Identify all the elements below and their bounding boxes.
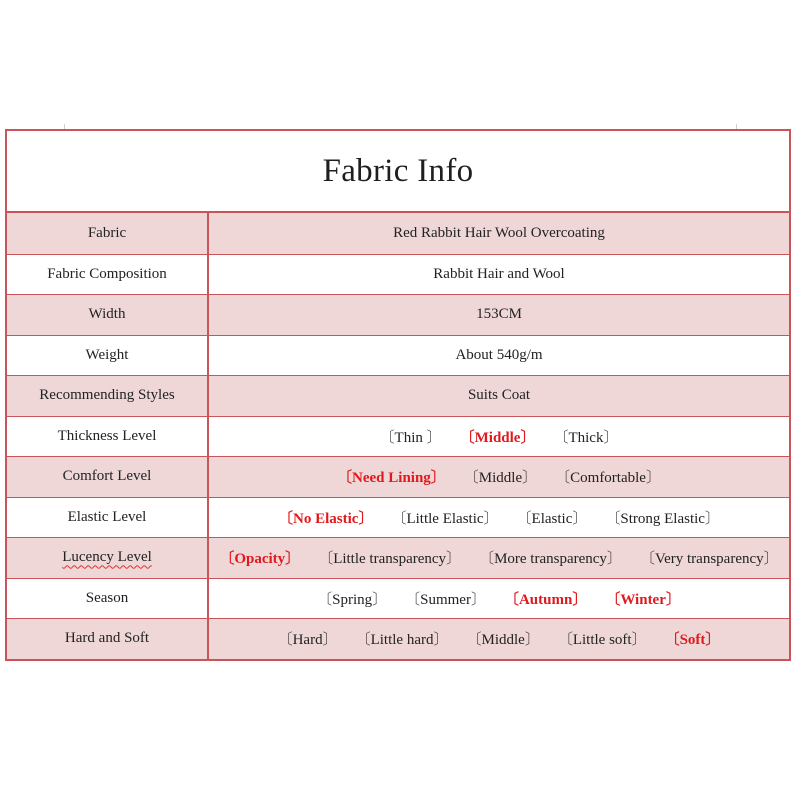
row-label <box>7 295 209 335</box>
row-label <box>7 579 209 619</box>
table-row <box>7 456 789 497</box>
row-value-text: Red Rabbit Hair Wool Overcoating <box>393 224 605 241</box>
option: 〔Comfortable〕 <box>555 470 661 487</box>
row-value <box>209 417 789 457</box>
table-row <box>7 254 789 295</box>
option: 〔More transparency〕 <box>479 551 622 568</box>
row-label <box>7 417 209 457</box>
row-label-text: Elastic Level <box>67 508 147 525</box>
option: 〔Middle〕 <box>463 470 538 487</box>
table-row <box>7 213 789 254</box>
option-selected: 〔Autumn〕 <box>503 591 588 608</box>
row-label-text: Fabric Composition <box>47 265 167 282</box>
row-label <box>7 498 209 538</box>
option-selected: 〔Winter〕 <box>605 591 681 608</box>
fabric-info-table <box>5 129 791 661</box>
row-value-text: Rabbit Hair and Wool <box>433 265 565 282</box>
row-label <box>7 538 209 578</box>
row-label <box>7 457 209 497</box>
option: 〔Middle〕 <box>466 632 540 649</box>
row-label <box>7 213 209 254</box>
row-label-text: Season <box>85 589 129 606</box>
table-row <box>7 618 789 659</box>
option: 〔Elastic〕 <box>516 510 588 527</box>
option: 〔Thin 〕 <box>379 429 442 446</box>
option: 〔Spring〕 <box>317 591 388 608</box>
table-row <box>7 537 789 578</box>
row-value <box>209 457 789 497</box>
row-label <box>7 336 209 376</box>
row-value-text: About 540g/m <box>455 346 543 363</box>
table-row <box>7 294 789 335</box>
option-selected: 〔Soft〕 <box>664 632 721 649</box>
row-label-text: Fabric <box>87 224 127 241</box>
row-label-text: Hard and Soft <box>64 630 150 647</box>
row-label-text: Width <box>88 306 126 323</box>
row-value-text: Suits Coat <box>467 387 531 404</box>
option: 〔Very transparency〕 <box>639 551 779 568</box>
row-label <box>7 255 209 295</box>
option-selected: 〔Need Lining〕 <box>337 470 446 487</box>
row-value <box>209 538 789 578</box>
option: 〔Thick〕 <box>553 429 619 446</box>
row-label-text: Thickness Level <box>57 427 157 444</box>
row-value <box>209 336 789 376</box>
row-label-text: Recommending Styles <box>39 387 175 404</box>
table-row <box>7 416 789 457</box>
option: 〔Little soft〕 <box>557 632 647 649</box>
row-value <box>209 376 789 416</box>
option: 〔Summer〕 <box>405 591 486 608</box>
option: 〔Little hard〕 <box>355 632 449 649</box>
option-selected: 〔Middle〕 <box>459 429 536 446</box>
row-value <box>209 255 789 295</box>
table-body <box>7 213 789 659</box>
row-label <box>7 376 209 416</box>
row-value <box>209 498 789 538</box>
option: 〔Little Elastic〕 <box>391 510 499 527</box>
option: 〔Hard〕 <box>277 632 338 649</box>
option-selected: 〔Opacity〕 <box>219 551 301 568</box>
row-value <box>209 295 789 335</box>
row-label <box>7 619 209 659</box>
option: 〔Little transparency〕 <box>318 551 462 568</box>
row-label-text: Lucency Level <box>62 549 152 566</box>
row-value <box>209 213 789 254</box>
row-label-text: Weight <box>85 346 129 363</box>
row-value <box>209 579 789 619</box>
table-row <box>7 335 789 376</box>
table-row <box>7 375 789 416</box>
option: 〔Strong Elastic〕 <box>605 510 720 527</box>
row-label-text: Comfort Level <box>62 468 152 485</box>
row-value <box>209 619 789 659</box>
row-value-text: 153CM <box>476 306 522 323</box>
table-row <box>7 497 789 538</box>
option-selected: 〔No Elastic〕 <box>278 510 374 527</box>
table-title: Fabric Info <box>7 131 789 213</box>
table-row <box>7 578 789 619</box>
